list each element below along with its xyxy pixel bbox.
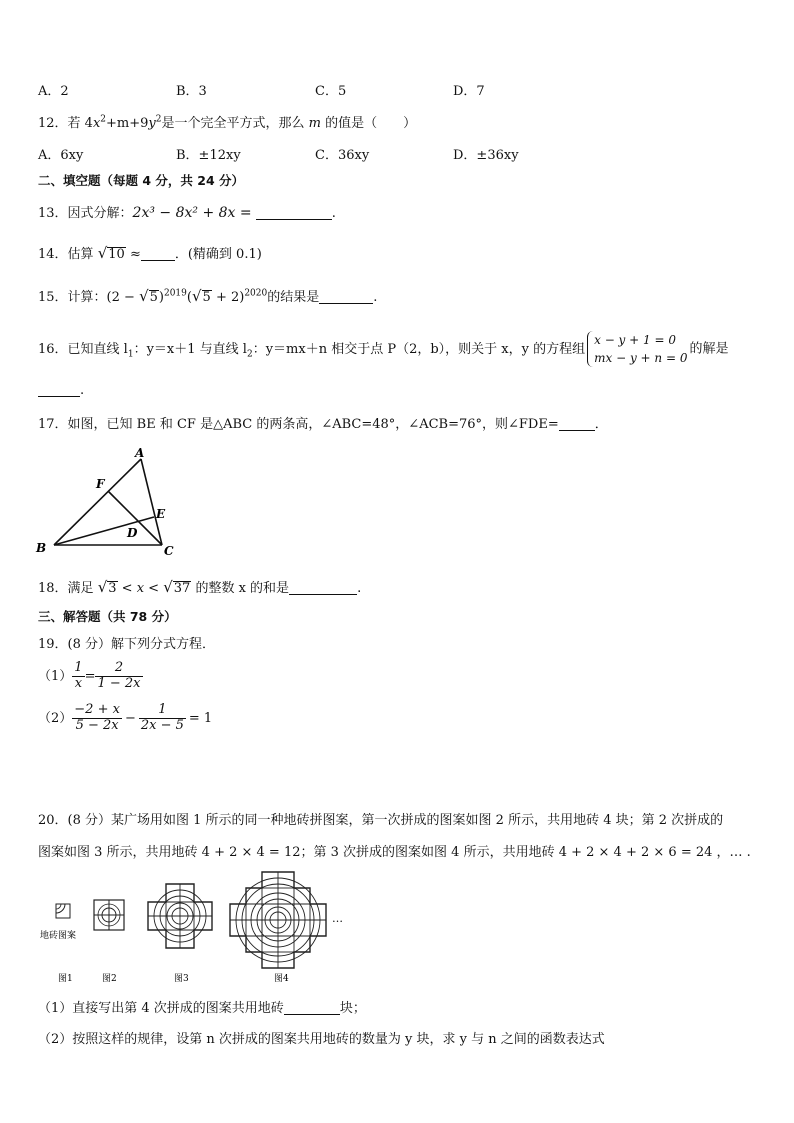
q17: 17．如图，已知 BE 和 CF 是△ABC 的两条高，∠ABC=48°，∠ACB=76°，则∠FDE= ． — [38, 417, 608, 432]
fig3-pattern — [148, 884, 212, 948]
q20-line1: 20．(8 分）某广场用如图 1 所示的同一种地砖拼图案，第一次拼成的图案如图 2 所示，共用地砖 4 块；第 2 次拼成的 — [38, 813, 724, 828]
q19-part2: （2） $\frac{-2 + x}{5 - 2x}$ − $\frac{1}{2x - 5}$ = 1 — [38, 702, 213, 733]
fig1-single-tile — [56, 904, 70, 918]
q19-title: 19．(8 分）解下列分式方程． — [38, 637, 216, 652]
q14: 14．估算 √10 ≈ ．(精确到 0.1) — [38, 244, 262, 262]
q14-answer-blank[interactable] — [141, 248, 175, 261]
section-solve-title: 三、解答题（共 78 分） — [38, 609, 177, 624]
q17-label-b: B — [36, 541, 47, 555]
q17-label-d: D — [127, 526, 138, 540]
q11-option-c: C．5 — [315, 84, 347, 99]
q13-answer-blank[interactable] — [256, 207, 332, 220]
q20-sub1-answer-blank[interactable] — [284, 1002, 340, 1015]
q20-sub2: （2）按照这样的规律，设第 n 次拼成的图案共用地砖的数量为 y 块，求 y 与 n 之间的函数表达式 — [38, 1032, 605, 1047]
q20-tile-figures — [30, 868, 370, 988]
q12-option-c: C．36xy — [315, 148, 370, 163]
q17-label-a: A — [135, 446, 145, 460]
q11-option-a: A．2 — [38, 84, 69, 99]
q19-part1: （1） $\frac{1}{x}$ = $\frac{2}{1 - 2x}$ — [38, 660, 141, 691]
q13: 13．因式分解：2x³ − 8x² + 8x = . — [38, 205, 336, 221]
q11-option-d: D．7 — [453, 84, 485, 99]
q17-label-e: E — [156, 507, 166, 521]
q11-option-b: B．3 — [176, 84, 207, 99]
fig3-label: 图3 — [174, 974, 189, 984]
fig4-pattern — [230, 872, 326, 968]
q12-option-d: D．±36xy — [453, 148, 519, 163]
q20-line2: 图案如图 3 所示，共用地砖 4 + 2 × 4 = 12；第 3 次拼成的图案如图 4 所示，共用地砖 4 + 2 × 4 + 2 × 6 = 24 ，… . — [38, 845, 751, 860]
section-fill-title: 二、填空题（每题 4 分，共 24 分） — [38, 173, 245, 188]
q17-triangle-figure — [30, 444, 180, 559]
q16-answer-blank[interactable] — [38, 384, 80, 397]
q12-option-a: A．6xy — [38, 148, 84, 163]
fig2-pattern — [94, 900, 124, 930]
q17-answer-blank[interactable] — [559, 418, 595, 431]
fig-ellipsis: … — [332, 912, 343, 925]
q16-answer-line: . — [38, 384, 84, 397]
q17-label-c: C — [164, 544, 174, 558]
fig1-caption: 地砖图案 — [40, 931, 77, 941]
q15-answer-blank[interactable] — [319, 291, 373, 304]
q12-stem: 12．若 $4x^2+m+9y^2$是一个完全平方式，那么 m 的值是（ ） — [38, 114, 417, 131]
fig2-label: 图2 — [102, 974, 117, 984]
q18-answer-blank[interactable] — [289, 582, 357, 595]
fig4-label: 图4 — [274, 974, 289, 984]
q16: 16．已知直线 $l_1$：y＝x＋1 与直线 $l_2$：y＝mx＋n 相交于点 P（2，b），则关于 x，y 的方程组 x − y + 1 = 0 mx − y + n = 0 的解是 — [38, 333, 729, 365]
q15: 15．计算：$(2 - √5)^{2019}(√5 + 2)^{2020}$的结果是 . — [38, 287, 378, 305]
q12-option-b: B．±12xy — [176, 148, 241, 163]
q17-label-f: F — [96, 477, 105, 491]
q20-sub1: （1）直接写出第 4 次拼成的图案共用地砖 块； — [38, 1001, 366, 1016]
q18: 18．满足 √3 < x < √37 的整数 x 的和是 . — [38, 578, 362, 596]
fig1-label: 图1 — [58, 974, 73, 984]
